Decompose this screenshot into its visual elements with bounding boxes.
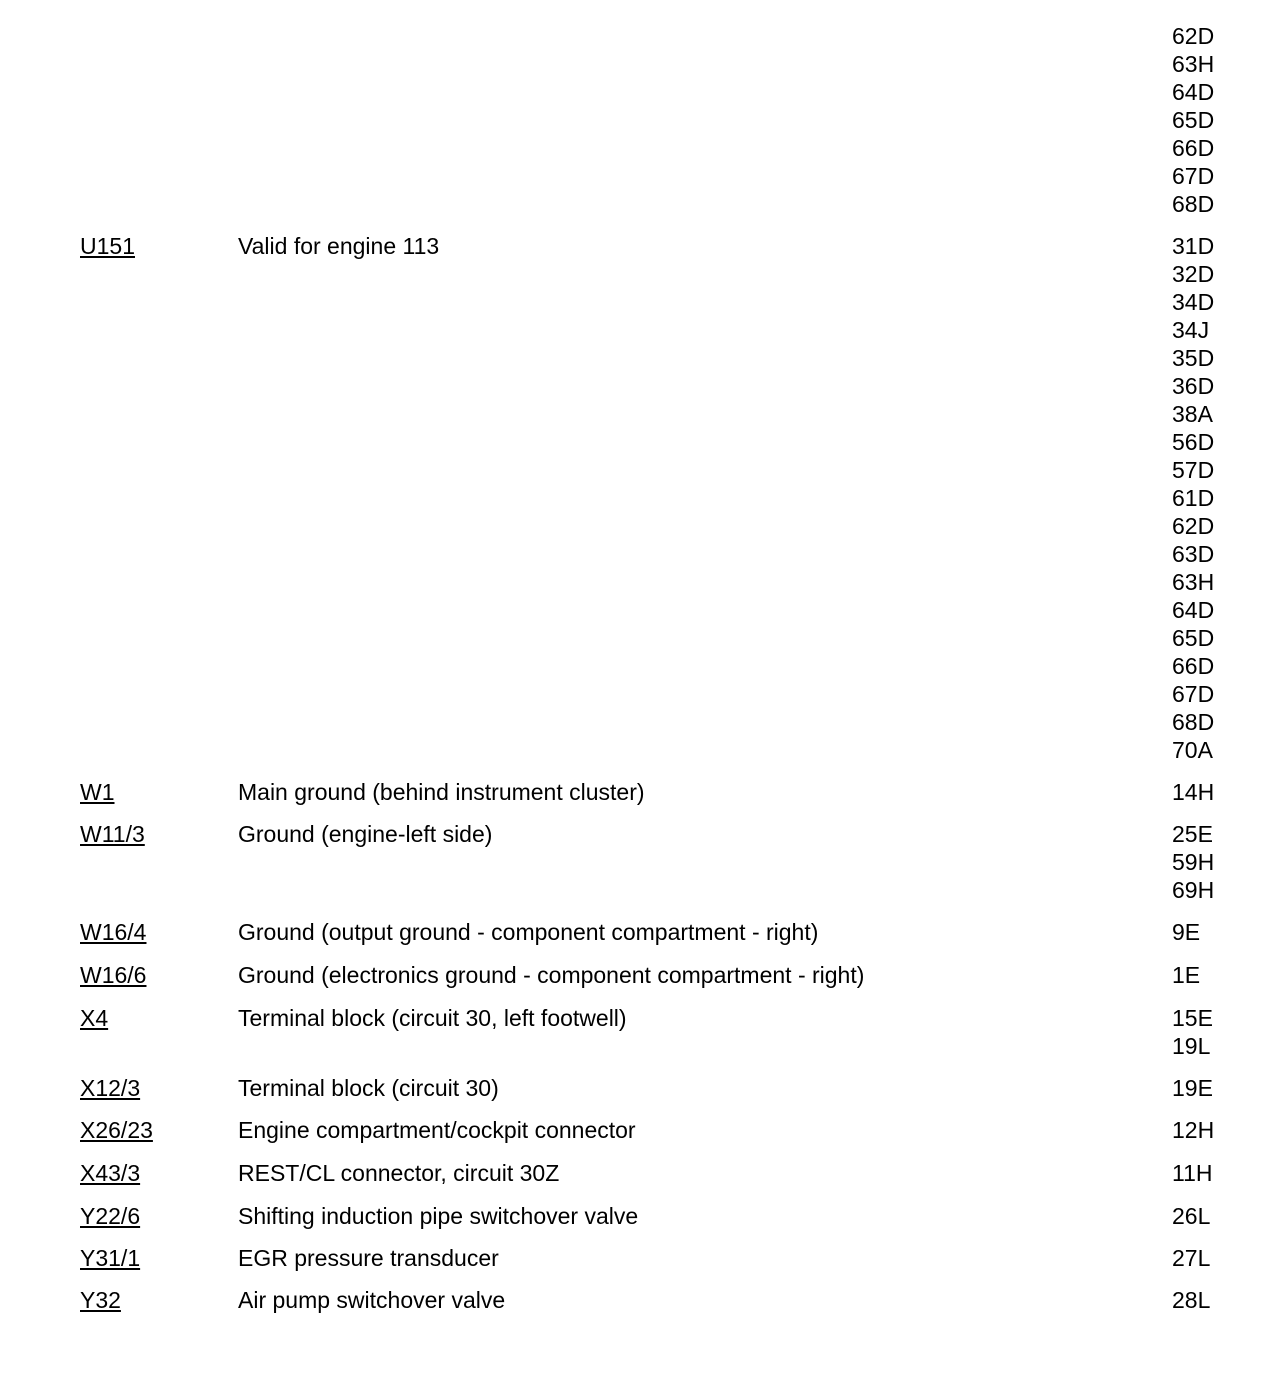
grid-reference: 63H xyxy=(1172,51,1215,77)
grid-reference: 19L xyxy=(1172,1033,1211,1059)
grid-reference: 11H xyxy=(1172,1160,1213,1186)
grid-reference: 62D xyxy=(1172,513,1215,539)
component-code-link[interactable]: X4 xyxy=(80,1005,109,1031)
grid-reference-list xyxy=(1172,1159,1213,1187)
grid-reference: 38A xyxy=(1172,401,1213,427)
grid-reference: 65D xyxy=(1172,107,1215,133)
component-description: EGR pressure transducer xyxy=(238,1245,499,1271)
grid-reference: 25E xyxy=(1172,821,1213,847)
component-code-link[interactable]: W1 xyxy=(80,779,115,805)
grid-reference-list xyxy=(1172,1074,1213,1102)
grid-reference: 69H xyxy=(1172,877,1215,903)
grid-reference: 19E xyxy=(1172,1075,1213,1101)
grid-reference: 15E xyxy=(1172,1005,1213,1031)
grid-reference: 9E xyxy=(1172,919,1201,945)
grid-reference: 64D xyxy=(1172,597,1215,623)
component-description: Valid for engine 113 xyxy=(238,233,440,259)
grid-reference: 35D xyxy=(1172,345,1215,371)
grid-reference: 70A xyxy=(1172,737,1213,763)
grid-reference: 28L xyxy=(1172,1287,1211,1313)
component-description: Ground (engine-left side) xyxy=(238,821,493,847)
grid-reference: 32D xyxy=(1172,261,1215,287)
component-description: Ground (output ground - component compartment - right) xyxy=(238,919,819,945)
component-code-link[interactable]: W11/3 xyxy=(80,821,145,847)
grid-reference: 56D xyxy=(1172,429,1215,455)
grid-reference-list xyxy=(1172,1004,1213,1060)
grid-reference: 14H xyxy=(1172,779,1215,805)
component-description: Ground (electronics ground - component compartment - right) xyxy=(238,962,865,988)
component-code-link[interactable]: X43/3 xyxy=(80,1160,141,1186)
component-code-link[interactable]: U151 xyxy=(80,233,135,259)
component-description: Air pump switchover valve xyxy=(238,1287,506,1313)
component-description: Shifting induction pipe switchover valve xyxy=(238,1203,639,1229)
grid-reference-list xyxy=(1172,778,1214,806)
component-description: Terminal block (circuit 30, left footwell) xyxy=(238,1005,627,1031)
component-code-link[interactable]: Y31/1 xyxy=(80,1245,141,1271)
grid-reference: 68D xyxy=(1172,191,1215,217)
component-description: Terminal block (circuit 30) xyxy=(238,1075,499,1101)
component-code-link[interactable]: W16/6 xyxy=(80,962,147,988)
grid-reference: 63H xyxy=(1172,569,1215,595)
grid-reference-list xyxy=(1172,918,1200,946)
grid-reference: 67D xyxy=(1172,681,1215,707)
grid-reference: 63D xyxy=(1172,541,1215,567)
grid-reference: 27L xyxy=(1172,1245,1211,1271)
grid-reference: 62D xyxy=(1172,23,1215,49)
grid-reference: 36D xyxy=(1172,373,1215,399)
grid-reference: 68D xyxy=(1172,709,1215,735)
grid-reference-list xyxy=(1172,820,1214,904)
grid-reference: 66D xyxy=(1172,653,1215,679)
grid-reference: 61D xyxy=(1172,485,1215,511)
grid-reference: 34J xyxy=(1172,317,1210,343)
component-code-link[interactable]: Y32 xyxy=(80,1287,121,1313)
component-description: Engine compartment/cockpit connector xyxy=(238,1117,636,1143)
grid-reference: 57D xyxy=(1172,457,1215,483)
grid-reference: 65D xyxy=(1172,625,1215,651)
grid-reference-list xyxy=(1172,1202,1210,1230)
component-code-link[interactable]: X12/3 xyxy=(80,1075,141,1101)
grid-reference-list xyxy=(1172,1244,1210,1272)
grid-reference: 26L xyxy=(1172,1203,1211,1229)
grid-reference-list xyxy=(1172,961,1200,989)
grid-reference: 59H xyxy=(1172,849,1215,875)
grid-reference: 66D xyxy=(1172,135,1215,161)
component-code-link[interactable]: X26/23 xyxy=(80,1117,153,1143)
component-description: Main ground (behind instrument cluster) xyxy=(238,779,645,805)
grid-reference: 67D xyxy=(1172,163,1215,189)
grid-reference: 31D xyxy=(1172,233,1215,259)
grid-reference-list xyxy=(1172,232,1214,764)
grid-reference: 64D xyxy=(1172,79,1215,105)
component-code-link[interactable]: W16/4 xyxy=(80,919,147,945)
grid-reference-list xyxy=(1172,22,1214,218)
grid-reference-list xyxy=(1172,1286,1210,1314)
grid-reference: 12H xyxy=(1172,1117,1215,1143)
component-description: REST/CL connector, circuit 30Z xyxy=(238,1160,560,1186)
grid-reference-list xyxy=(1172,1116,1214,1144)
grid-reference: 34D xyxy=(1172,289,1215,315)
component-code-link[interactable]: Y22/6 xyxy=(80,1203,141,1229)
grid-reference: 1E xyxy=(1172,962,1201,988)
